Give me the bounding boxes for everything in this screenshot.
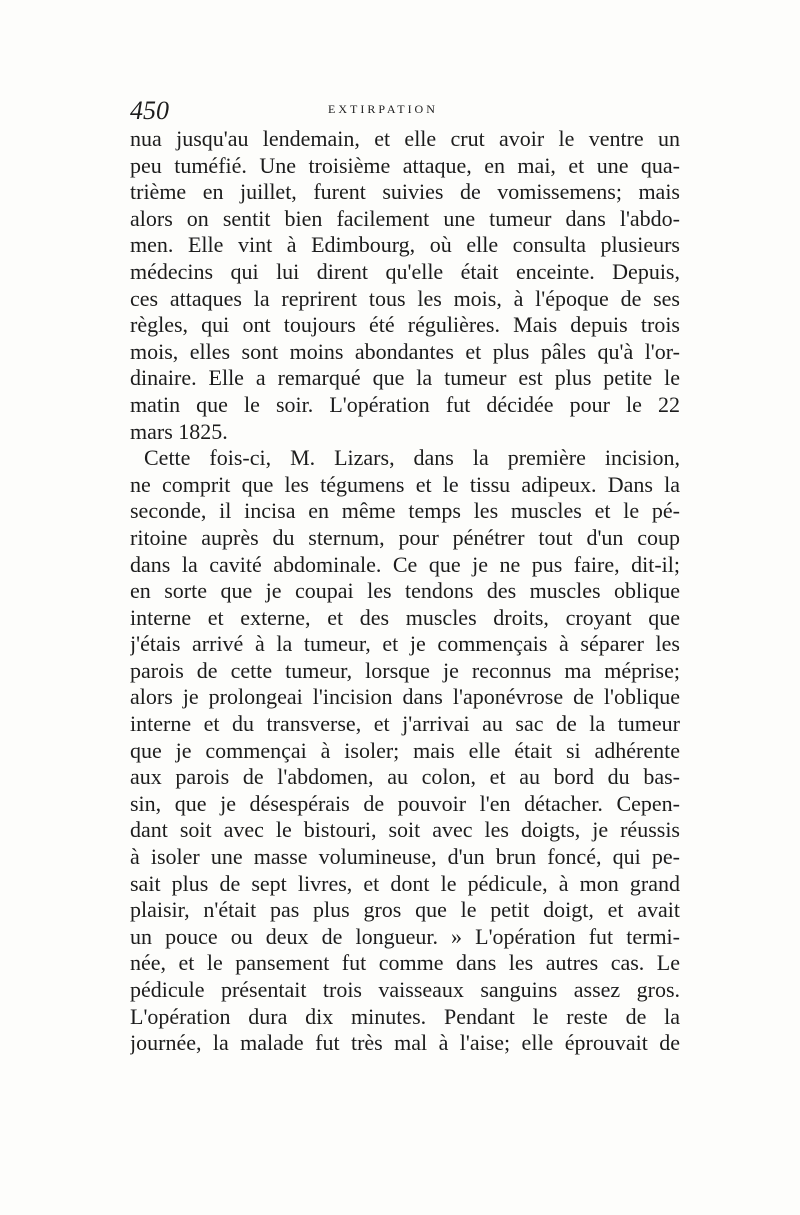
text-line: nua jusqu'au lendemain, et elle crut avoir le ventre un (130, 126, 680, 151)
text-line: ne comprit que les tégumens et le tissu adipeux. Dans la (130, 471, 680, 497)
text-line: journée, la malade fut très mal à l'aise; elle éprouvait de (130, 1030, 680, 1056)
text-line: plaisir, n'était pas plus gros que le petit doigt, et avait (130, 897, 680, 923)
text-line: à isoler une masse volumineuse, d'un brun foncé, qui pe- (130, 844, 680, 870)
text-line: trième en juillet, furent suivies de vomissemens; mais (130, 179, 680, 205)
text-line: peu tuméfié. Une troisième attaque, en mai, et une qua- (130, 152, 680, 178)
text-line: sait plus de sept livres, et dont le pédicule, à mon grand (130, 870, 680, 896)
text-line: interne et externe, et des muscles droits, croyant que (130, 604, 680, 630)
text-line: parois de cette tumeur, lorsque je reconnus ma méprise; (130, 657, 680, 683)
text-line: matin que le soir. L'opération fut décidée pour le 22 (130, 391, 680, 417)
text-line: pédicule présentait trois vaisseaux sanguins assez gros. (130, 977, 680, 1002)
text-line: mars 1825. (130, 418, 228, 444)
text-line: dinaire. Elle a remarqué que la tumeur est plus petite le (130, 365, 680, 391)
text-line: dant soit avec le bistouri, soit avec les doigts, je réussis (130, 817, 680, 843)
text-line: alors on sentit bien facilement une tumeur dans l'abdo- (130, 205, 680, 231)
text-line: men. Elle vint à Edimbourg, où elle consulta plusieurs (130, 232, 680, 258)
text-line: règles, qui ont toujours été régulières. Mais depuis trois (130, 312, 680, 338)
text-line: L'opération dura dix minutes. Pendant le reste de la (130, 1003, 680, 1029)
text-line: ritoine auprès du sternum, pour pénétrer tout d'un coup (130, 524, 680, 550)
body-text (130, 126, 680, 1057)
text-line: Cette fois-ci, M. Lizars, dans la première incision, (144, 445, 680, 471)
text-line: aux parois de l'abdomen, au colon, et au bord du bas- (130, 764, 680, 790)
text-line: mois, elles sont moins abondantes et plus pâles qu'à l'or- (130, 338, 680, 364)
text-line: j'étais arrivé à la tumeur, et je commençais à séparer les (130, 631, 680, 657)
page-number: 450 (130, 96, 169, 125)
text-line: née, et le pansement fut comme dans les autres cas. Le (130, 950, 680, 976)
text-line: dans la cavité abdominale. Ce que je ne pus faire, dit-il; (130, 551, 680, 577)
text-line: interne et du transverse, et j'arrivai au sac de la tumeur (130, 711, 680, 737)
text-line: que je commençai à isoler; mais elle était si adhérente (130, 737, 680, 763)
text-line: en sorte que je coupai les tendons des muscles oblique (130, 578, 680, 604)
page-header (130, 96, 680, 125)
running-head: EXTIRPATION (328, 102, 438, 116)
text-line: ces attaques la reprirent tous les mois, à l'époque de ses (130, 285, 680, 311)
text-line: un pouce ou deux de longueur. » L'opération fut termi- (130, 923, 680, 949)
text-line: seconde, il incisa en même temps les muscles et le pé- (130, 498, 680, 524)
text-line: sin, que je désespérais de pouvoir l'en détacher. Cepen- (130, 790, 680, 816)
text-line: alors je prolongeai l'incision dans l'aponévrose de l'oblique (130, 684, 680, 710)
text-line: médecins qui lui dirent qu'elle était enceinte. Depuis, (130, 258, 680, 284)
